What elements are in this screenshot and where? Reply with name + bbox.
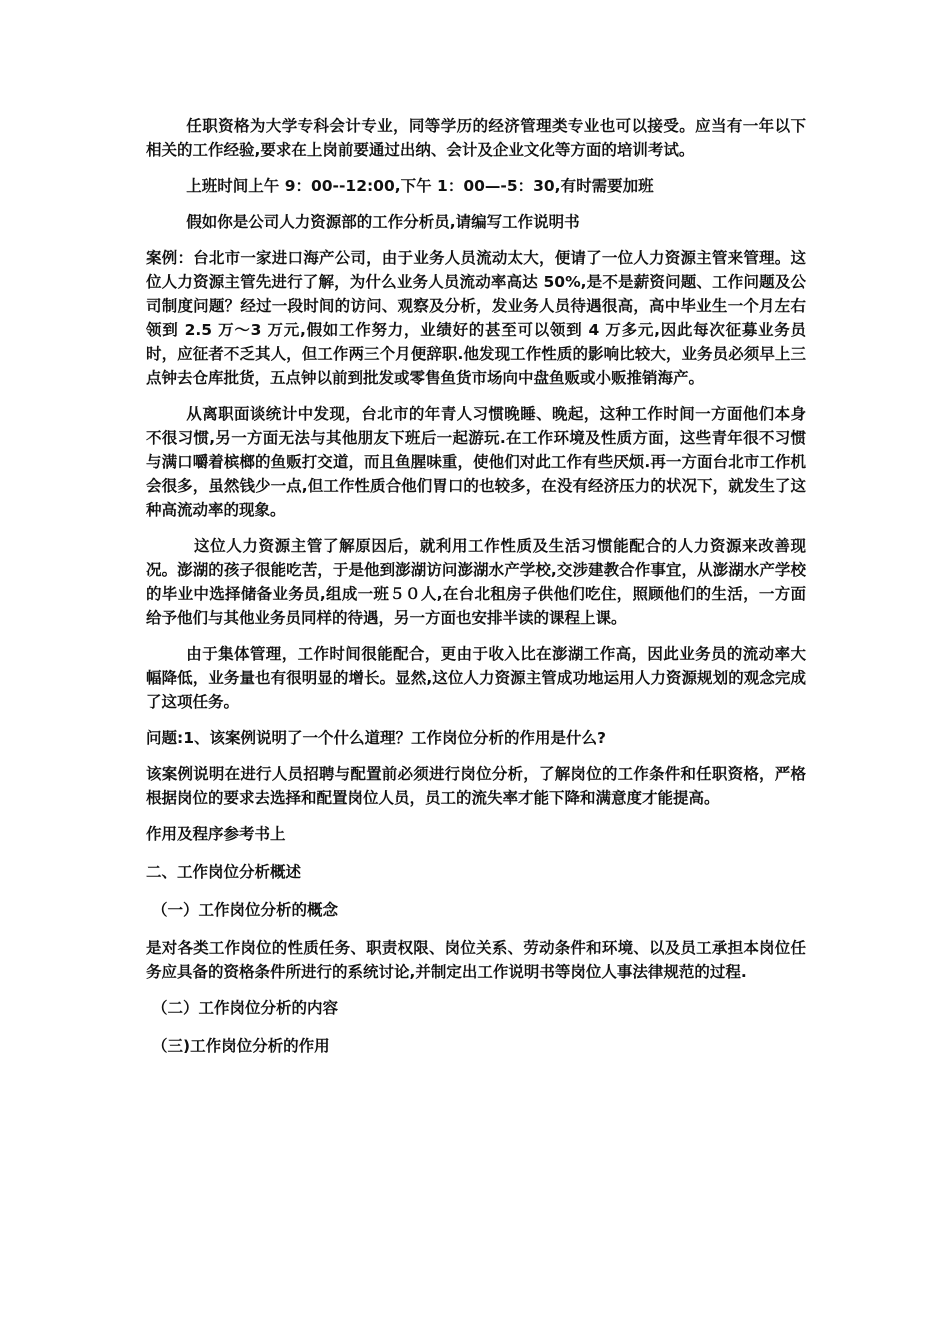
reference-note: 作用及程序参考书上 (146, 825, 286, 843)
subsection-heading-role: （三)工作岗位分析的作用 (152, 1037, 330, 1055)
case-solution-paragraph: 这位人力资源主管了解原因后，就利用工作性质及生活习惯能配合的人力资源来改善现况。澎湖的孩子很能吃苦，于是他到澎湖访问澎湖水产学校,交涉建教合作事宜，从澎湖水产学校的毕业中选择储备业务员,组成一班５０人,在台北租房子供他们吃住，照顾他们的生活，一方面给予他们与其他业务员同样的待遇，另一方面也安排半读的课程上课。 (146, 537, 806, 627)
document-page (146, 114, 806, 1072)
case-result-paragraph: 由于集体管理，工作时间很能配合，更由于收入比在澎湖工作高，因此业务员的流动率大幅降低，业务量也有很明显的增长。显然,这位人力资源主管成功地运用人力资源规划的观念完成了这项任务。 (146, 645, 806, 711)
work-hours-paragraph: 上班时间上午 9：00--12:00,下午 1：00—-5：30,有时需要加班 (186, 177, 654, 195)
case-exit-interview-paragraph: 从离职面谈统计中发现，台北市的年青人习惯晚睡、晚起，这种工作时间一方面他们本身不很习惯,另一方面无法与其他朋友下班后一起游玩.在工作环境及性质方面，这些青年很不习惯与满口嚼着槟榔的鱼贩打交道，而且鱼腥味重，使他们对此工作有些厌烦.再一方面台北市工作机会很多，虽然钱少一点,但工作性质合他们胃口的也较多，在没有经济压力的状况下，就发生了这种高流动率的现象。 (146, 405, 806, 519)
concept-definition-paragraph: 是对各类工作岗位的性质任务、职责权限、岗位关系、劳动条件和环境、以及员工承担本岗位任务应具备的资格条件所进行的系统讨论,并制定出工作说明书等岗位人事法律规范的过程. (146, 939, 806, 981)
answer-paragraph: 该案例说明在进行人员招聘与配置前必须进行岗位分析，了解岗位的工作条件和任职资格，严格根据岗位的要求去选择和配置岗位人员，员工的流失率才能下降和满意度才能提高。 (146, 765, 806, 807)
section-heading-overview: 二、工作岗位分析概述 (146, 863, 302, 881)
task-instruction-paragraph: 假如你是公司人力资源部的工作分析员,请编写工作说明书 (186, 213, 580, 231)
case-intro-paragraph: 案例：台北市一家进口海产公司，由于业务人员流动太大，便请了一位人力资源主管来管理。这位人力资源主管先进行了解，为什么业务人员流动率高达 50%,是不是薪资问题、工作问题及公司制度问题？经过一段时间的访问、观察及分析，发业务人员待遇很高，高中毕业生一个月左右领到 2.5 万～3 万元,假如工作努力，业绩好的甚至可以领到 4 万多元,因此每次征募业务员时，应征者不乏其人，但工作两三个月便辞职.他发现工作性质的影响比较大，业务员必须早上三点钟去仓库批货，五点钟以前到批发或零售鱼货市场向中盘鱼贩或小贩推销海产。 (146, 249, 806, 387)
question-paragraph: 问题:1、该案例说明了一个什么道理？工作岗位分析的作用是什么? (146, 729, 606, 747)
subsection-heading-content: （二）工作岗位分析的内容 (152, 999, 339, 1017)
qualification-paragraph: 任职资格为大学专科会计专业，同等学历的经济管理类专业也可以接受。应当有一年以下相关的工作经验,要求在上岗前要通过出纳、会计及企业文化等方面的培训考试。 (146, 117, 806, 159)
subsection-heading-concept: （一）工作岗位分析的概念 (152, 901, 339, 919)
